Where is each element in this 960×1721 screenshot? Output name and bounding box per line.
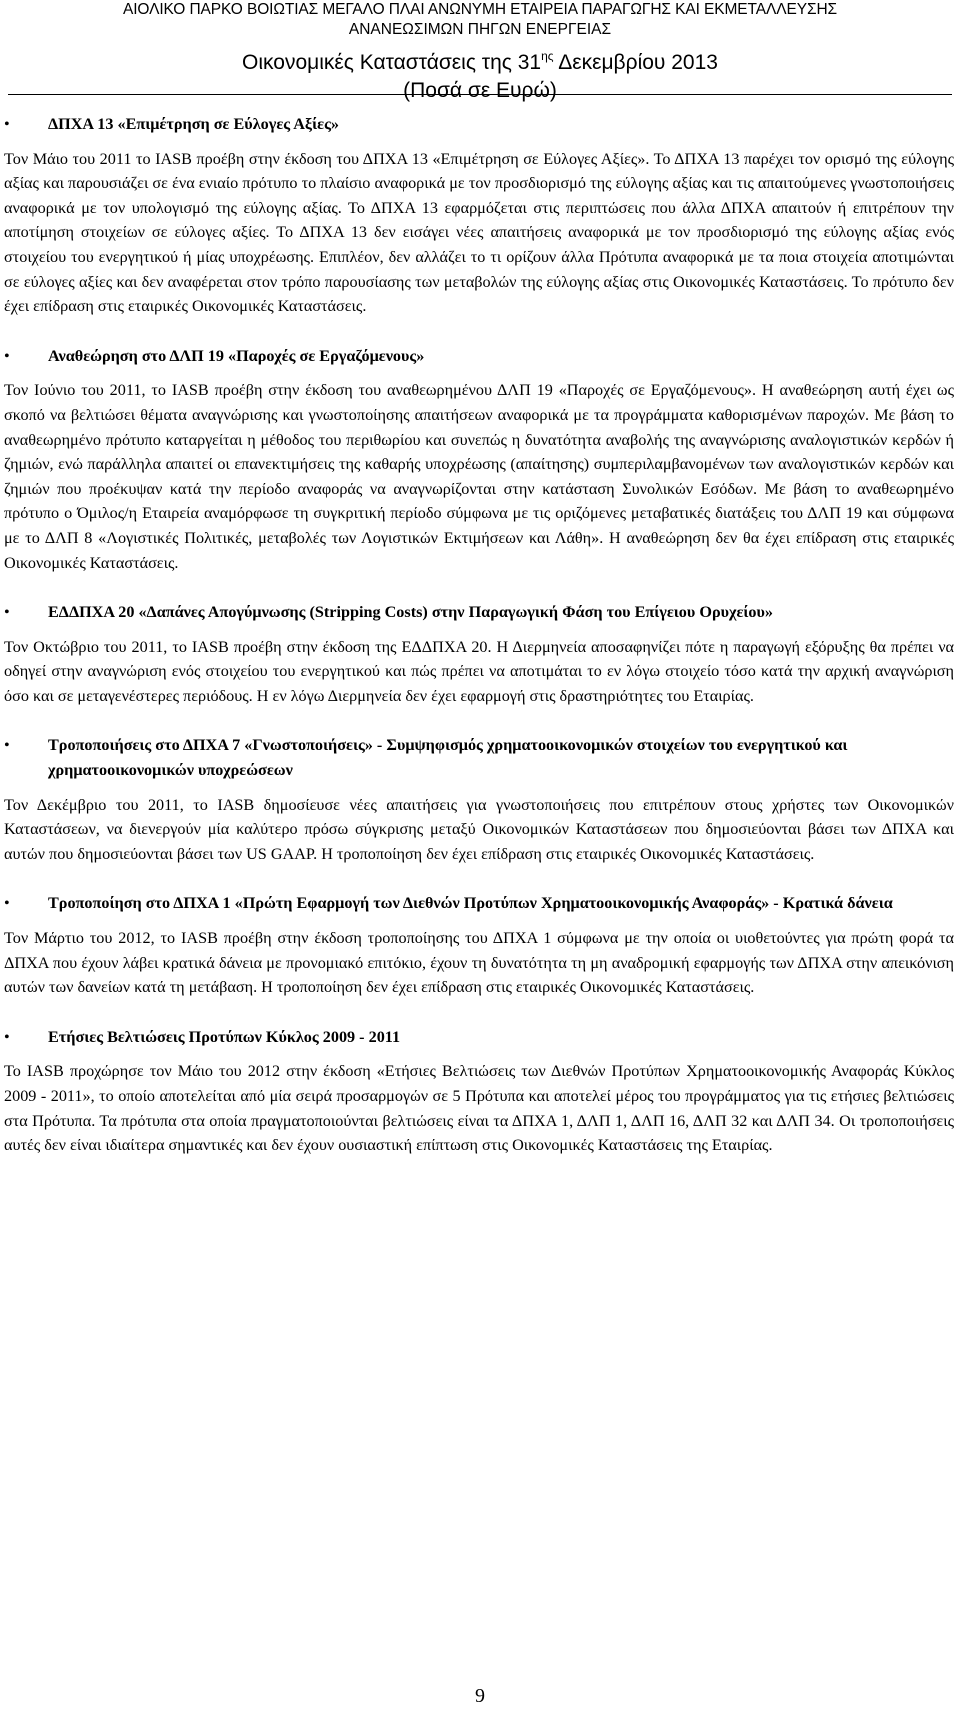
- section-paragraph: Τον Δεκέμβριο του 2011, το IASB δημοσίευσε νέες απαιτήσεις για γνωστοποιήσεις που επιτρέπουν στους χρήστες των Οικονομικών Καταστάσεων, να διενεργούν μία καλύτερο πρόσω σύγκρισης μεταξύ Οικονομικών Καταστάσεων που δημοσιεύονται βάσει των ΔΠΧΑ και αυτών που δημοσιεύονται βάσει των US GAAP. Η τροποποίηση δεν έχει επίδραση στις εταιρικές Οικονομικές Καταστάσεις.: [4, 795, 954, 863]
- company-name: ΑΙΟΛΙΚΟ ΠΑΡΚΟ ΒΟΙΩΤΙΑΣ ΜΕΓΑΛΟ ΠΛΑΙ ΑΝΩΝΥΜΗ ΕΤΑΙΡΕΙΑ ΠΑΡΑΓΩΓΗΣ ΚΑΙ ΕΚΜΕΤΑΛΛΕΥΣΗΣ: [122, 1, 838, 18]
- section-heading: [4, 344, 954, 369]
- bullet-icon: •: [4, 736, 10, 755]
- section-heading: [4, 112, 954, 137]
- bullet-icon: •: [4, 1027, 10, 1046]
- page-header: [0, 0, 960, 105]
- statements-title-prefix: Οικονομικές Καταστάσεις της 31: [242, 51, 542, 74]
- section-ias19: [4, 344, 954, 575]
- section-title: Αναθεώρηση στο ΔΛΠ 19 «Παροχές σε Εργαζόμενους»: [48, 346, 425, 365]
- page-number: 9: [475, 1685, 485, 1707]
- section-heading: [4, 891, 954, 916]
- section-annual-improvements: [4, 1025, 954, 1158]
- section-title: ΕΔΔΠΧΑ 20 «Δαπάνες Απογύμνωσης (Stripping Costs) στην Παραγωγική Φάση του Επίγειου Ορυχείου»: [48, 603, 774, 622]
- statements-title-suffix: Δεκεμβρίου 2013: [553, 51, 718, 74]
- currency-note: (Ποσά σε Ευρώ): [403, 79, 557, 102]
- section-paragraph: Τον Ιούνιο του 2011, το IASB προέβη στην έκδοση του αναθεωρημένου ΔΛΠ 19 «Παροχές σε Εργαζόμενους». Η αναθεώρηση αυτή έχει ως σκοπό να βελτιώσει θέματα αναγνώρισης και γνωστοποίησης απαιτήσεων αναφορικά με τα προγράμματα καθορισμένων παροχών. Με βάση το αναθεωρημένο πρότυπο καταργείται η μέθοδος του περιθωρίου και συνεπώς η δυνατότητα αναβολής της αναγνώρισης αναλογιστικών κερδών ή ζημιών, ενώ παράλληλα απαιτεί οι επανεκτιμήσεις της καθαρής υποχρέωσης (απαίτησης) συμπεριλαμβανομένων των αναλογιστικών κερδών και ζημιών που προέκυψαν κατά την περίοδο αναφοράς να αναγνωρίζονται στην κατάσταση Συνολικών Εσόδων. Με βάση το αναθεωρημένο πρότυπο ο Όμιλος/η Εταιρεία αναμόρφωσε τη συγκριτική περίοδο σύμφωνα με τις οριζόμενες μεταβατικές διατάξεις του ΔΛΠ 19 και σύμφωνα με το ΔΛΠ 8 «Λογιστικές Πολιτικές, μεταβολές των Λογιστικών Εκτιμήσεων και Λάθη». Η αναθεώρηση δεν θα έχει επίδραση στις εταιρικές Οικονομικές Καταστάσεις.: [4, 381, 954, 572]
- section-ifrs13: [4, 112, 954, 319]
- section-ifrs7: [4, 733, 954, 866]
- statements-title-sup: ης: [541, 49, 554, 63]
- header-divider: [8, 94, 952, 95]
- company-name-line2: ΑΝΑΝΕΩΣΙΜΩΝ ΠΗΓΩΝ ΕΝΕΡΓΕΙΑΣ: [348, 21, 612, 38]
- bullet-icon: •: [4, 894, 10, 913]
- section-ifrs1: [4, 891, 954, 999]
- bullet-icon: •: [4, 603, 10, 622]
- section-ifric20: [4, 600, 954, 708]
- section-paragraph: Τον Μάιο του 2011 το IASB προέβη στην έκδοση του ΔΠΧΑ 13 «Επιμέτρηση σε Εύλογες Αξίες». Το ΔΠΧΑ 13 παρέχει τον ορισμό της εύλογης αξίας και παρουσιάζει σε ένα ενιαίο πρότυπο το πλαίσιο αναφορικά με τον προσδιορισμό της εύλογης αξίας και τις απαιτούμενες γνωστοποιήσεις αναφορικά με τον υπολογισμό της εύλογης αξίας. Το ΔΠΧΑ 13 εφαρμόζεται στις περιπτώσεις που άλλα ΔΠΧΑ απαιτούν ή επιτρέπουν την αποτίμηση στοιχείων σε εύλογες αξίες. Το ΔΠΧΑ 13 δεν εισάγει νέες απαιτήσεις αναφορικά με τον προσδιορισμό της εύλογης αξίας ενός στοιχείου του ενεργητικού ή μίας υποχρέωσης. Επιπλέον, δεν αλλάζει το τι ορίζουν άλλα Πρότυπα αναφορικά με τα ποια στοιχεία αποτιμώνται σε εύλογες αξίες και δεν αναφέρεται στον τρόπο παρουσίασης των μεταβολών της εύλογης αξίας στις Οικονομικές Καταστάσεις. Το πρότυπο δεν έχει επίδραση στις εταιρικές Οικονομικές Καταστάσεις.: [4, 149, 954, 316]
- section-title: Ετήσιες Βελτιώσεις Προτύπων Κύκλος 2009 - 2011: [48, 1027, 401, 1046]
- section-title: Τροποποίηση στο ΔΠΧΑ 1 «Πρώτη Εφαρμογή των Διεθνών Προτύπων Χρηματοοικονομικής Αναφοράς» - Κρατικά δάνεια: [48, 894, 893, 913]
- bullet-icon: •: [4, 115, 10, 133]
- section-paragraph: Τον Μάρτιο του 2012, το IASB προέβη στην έκδοση τροποποίησης του ΔΠΧΑ 1 σύμφωνα με την οποία οι υιοθετούντες για πρώτη φορά τα ΔΠΧΑ που έχουν λάβει κρατικά δάνεια με προνομιακό επιτόκιο, έχουν τη δυνατότητα τη μη αναδρομική εφαρμογής των ΔΠΧΑ στην απεικόνιση αυτών των δανείων κατά τη μετάβαση. Η τροποποίηση δεν έχει επίδραση στις εταιρικές Οικονομικές Καταστάσεις.: [4, 929, 954, 997]
- section-title: Τροποποιήσεις στο ΔΠΧΑ 7 «Γνωστοποιήσεις» - Συμψηφισμός χρηματοοικονομικών στοιχείων του ενεργητικού και χρηματοοικονομικών υποχρεώσεων: [48, 736, 848, 780]
- section-paragraph: Το IASB προχώρησε τον Μάιο του 2012 στην έκδοση «Ετήσιες Βελτιώσεις των Διεθνών Προτύπων Χρηματοοικονομικής Αναφοράς Κύκλος 2009 - 2011», το οποίο αποτελείται από μία σειρά προσαρμογών σε 5 Πρότυπα και αποτελεί μέρος του προγράμματος για τις ετήσιες βελτιώσεις στα Πρότυπα. Τα πρότυπα στα οποία πραγματοποιούνται βελτιώσεις είναι τα ΔΠΧΑ 1, ΔΛΠ 1, ΔΛΠ 16, ΔΛΠ 32 και ΔΛΠ 34. Οι τροποποιήσεις αυτές δεν είναι ιδιαίτερα σημαντικές και δεν έχουν ουσιαστική επίπτωση στις Οικονομικές Καταστάσεις της Εταιρίας.: [4, 1062, 954, 1155]
- section-heading: [4, 600, 954, 625]
- statements-title: [0, 42, 960, 77]
- section-heading: [4, 733, 954, 782]
- section-heading: [4, 1025, 954, 1050]
- document-body: [4, 112, 954, 1158]
- bullet-icon: •: [4, 346, 10, 365]
- section-title: ΔΠΧΑ 13 «Επιμέτρηση σε Εύλογες Αξίες»: [48, 115, 339, 133]
- section-paragraph: Τον Οκτώβριο του 2011, το IASB προέβη στην έκδοση της ΕΔΔΠΧΑ 20. Η Διερμηνεία αποσαφηνίζει πότε η παραγωγή εξόρυξης θα πρέπει να οδηγεί στην αναγνώριση ενός στοιχείου του ενεργητικού και πώς πρέπει να αποτιμάται το εν λόγω στοιχείο τόσο κατά την αρχική αναγνώριση όσο και σε μεταγενέστερες περιόδους. Η εν λόγω Διερμηνεία δεν έχει εφαρμογή στις δραστηριότητες του Εταιρίας.: [4, 637, 954, 705]
